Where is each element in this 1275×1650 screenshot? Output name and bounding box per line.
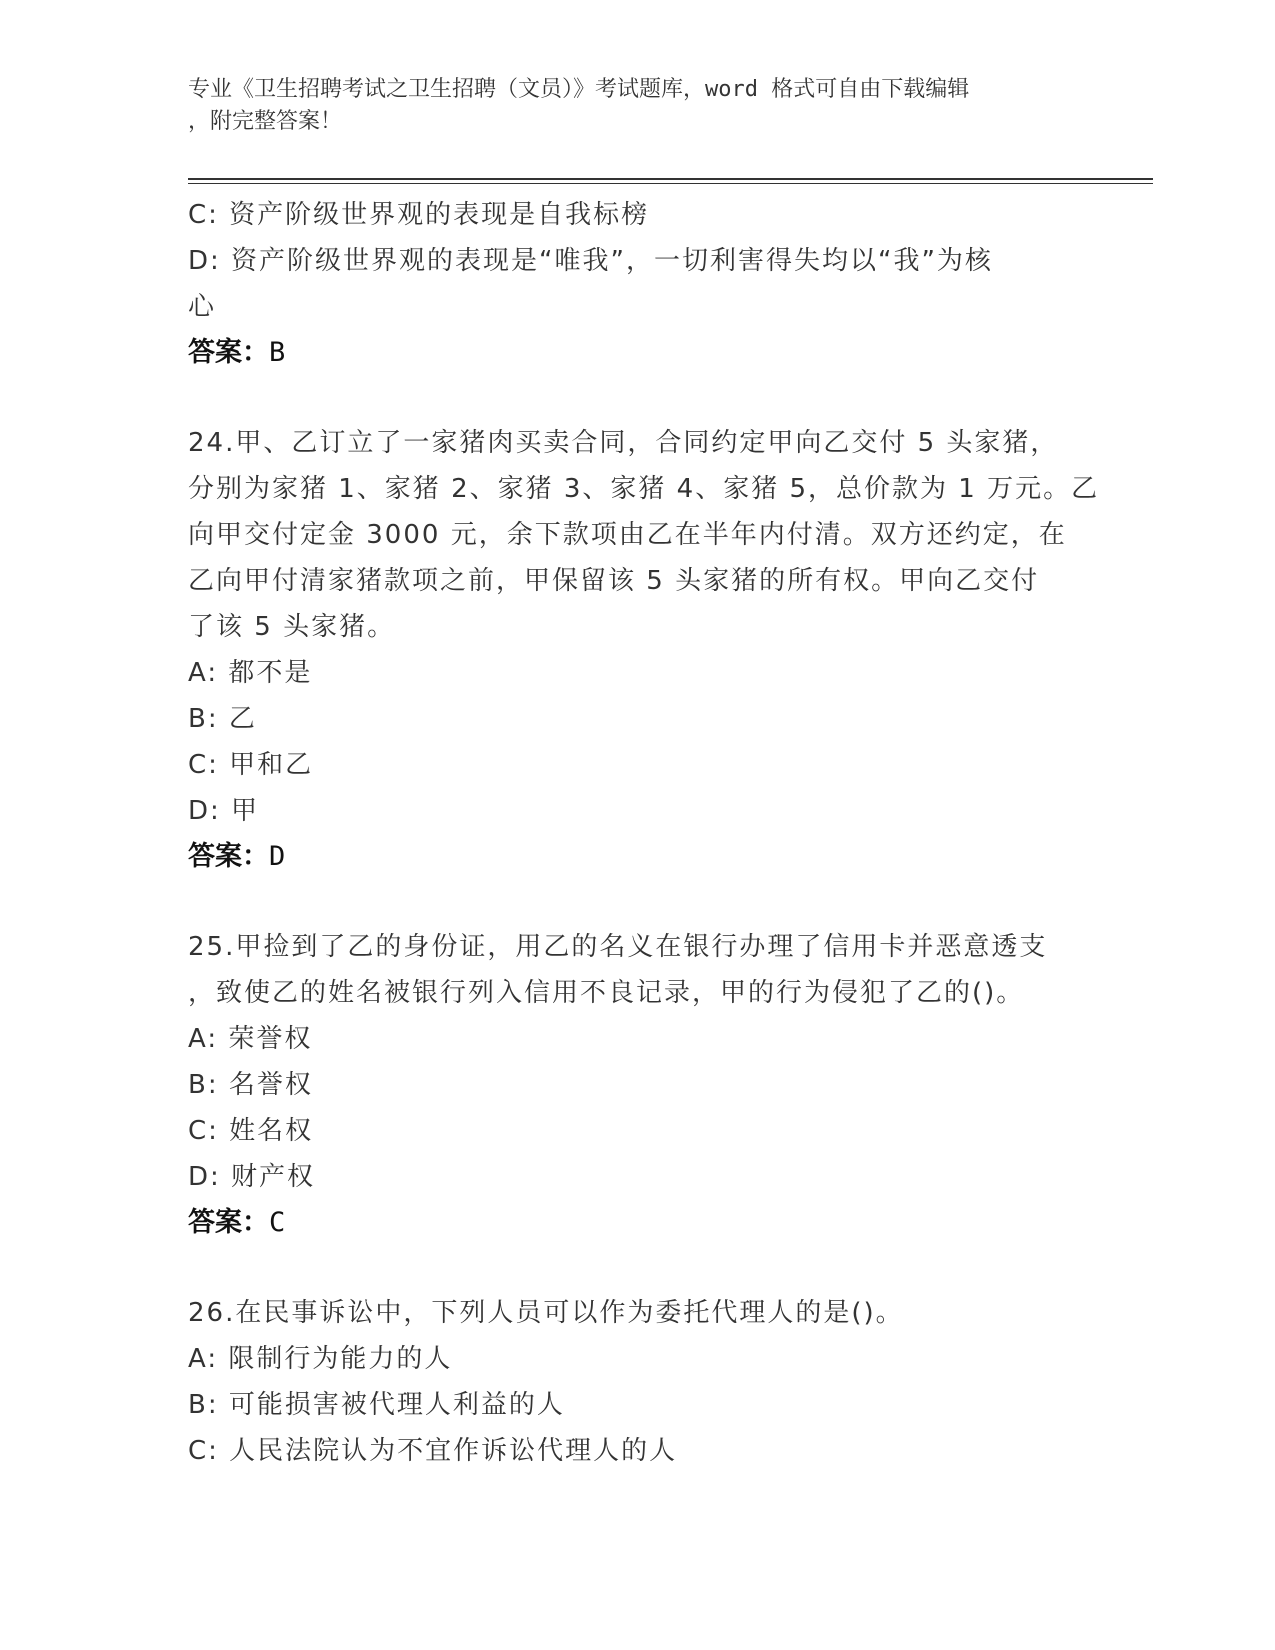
question-stem-line: ，致使乙的姓名被银行列入信用不良记录，甲的行为侵犯了乙的()。 — [188, 978, 1025, 1008]
header-rule-thin — [188, 183, 1153, 184]
question-stem-line: 了该 5 头家猪。 — [188, 612, 396, 642]
document-header — [188, 74, 1088, 138]
header-rule-thick — [188, 178, 1153, 180]
option-a: A: 限制行为能力的人 — [188, 1344, 453, 1374]
question-content — [188, 192, 1100, 1474]
question-stem-line: 24.甲、乙订立了一家猪肉买卖合同，合同约定甲向乙交付 5 头家猪， — [188, 428, 1059, 458]
question-25 — [188, 924, 1088, 1246]
question-stem-line: 26.在民事诉讼中，下列人员可以作为委托代理人的是()。 — [188, 1298, 904, 1328]
option-c: C: 甲和乙 — [188, 750, 314, 780]
option-a: A: 都不是 — [188, 658, 313, 688]
answer-label: 答案： — [188, 337, 269, 368]
option-d: D: 资产阶级世界观的表现是“唯我”，一切利害得失均以“我”为核 — [188, 246, 993, 276]
question-23 — [188, 192, 1088, 376]
option-d: D: 甲 — [188, 796, 260, 826]
question-stem-line: 向甲交付定金 3000 元，余下款项由乙在半年内付清。双方还约定，在 — [188, 520, 1067, 550]
option-c: C: 姓名权 — [188, 1116, 314, 1146]
answer-value: C — [269, 1207, 286, 1238]
option-d-continued: 心 — [188, 292, 217, 322]
answer-value: D — [269, 841, 286, 872]
header-line-2: ，附完整答案！ — [188, 109, 343, 134]
option-b: B: 乙 — [188, 704, 257, 734]
answer — [188, 834, 1088, 880]
question-stem-line: 乙向甲付清家猪款项之前，甲保留该 5 头家猪的所有权。甲向乙交付 — [188, 566, 1040, 596]
option-b: B: 可能损害被代理人利益的人 — [188, 1390, 565, 1420]
header-line-1: 专业《卫生招聘考试之卫生招聘（文员）》考试题库，word 格式可自由下载编辑 — [188, 77, 970, 102]
option-c: C: 人民法院认为不宜作诉讼代理人的人 — [188, 1436, 678, 1466]
question-stem-line: 分别为家猪 1、家猪 2、家猪 3、家猪 4、家猪 5，总价款为 1 万元。乙 — [188, 474, 1100, 504]
question-stem-line: 25.甲捡到了乙的身份证，用乙的名义在银行办理了信用卡并恶意透支 — [188, 932, 1048, 962]
answer — [188, 1200, 1088, 1246]
option-b: B: 名誉权 — [188, 1070, 313, 1100]
option-d: D: 财产权 — [188, 1162, 316, 1192]
question-24 — [188, 420, 1100, 880]
question-26 — [188, 1290, 1088, 1474]
answer-label: 答案： — [188, 1207, 269, 1238]
option-a: A: 荣誉权 — [188, 1024, 313, 1054]
answer — [188, 330, 1088, 376]
answer-value: B — [269, 337, 286, 368]
option-c: C: 资产阶级世界观的表现是自我标榜 — [188, 200, 650, 230]
answer-label: 答案： — [188, 841, 269, 872]
